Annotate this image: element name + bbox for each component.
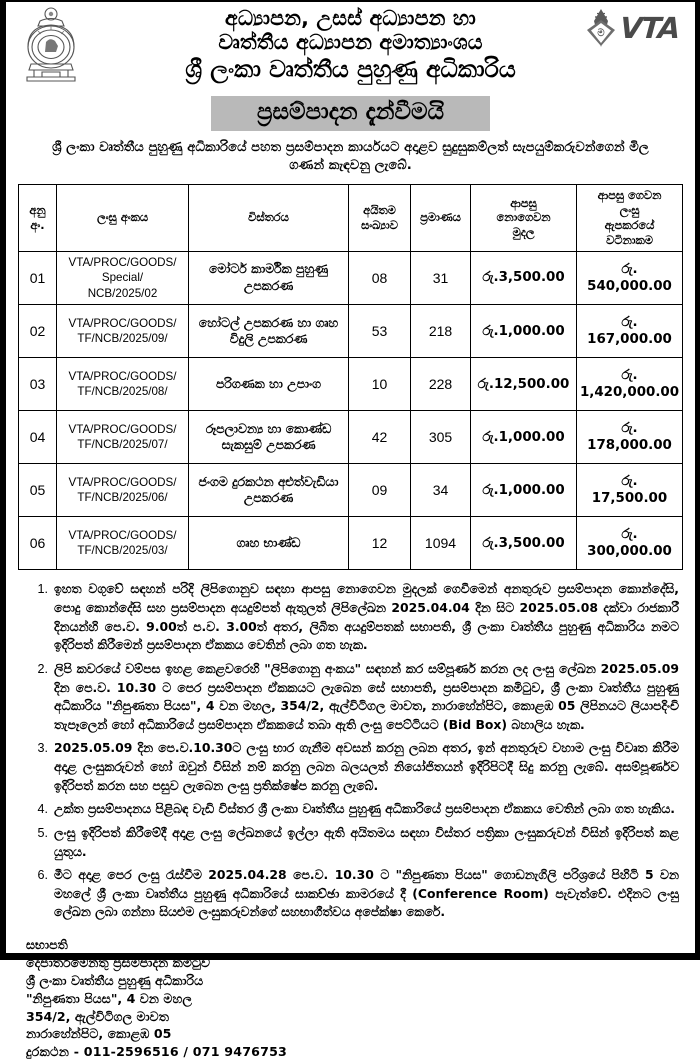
cell-fee: රු.1,000.00 (471, 411, 577, 464)
svg-text:ම: ම (596, 28, 605, 39)
table-row (19, 517, 683, 570)
value-amount: 540,000.00 (587, 278, 672, 294)
banner-row (14, 96, 687, 131)
table-row (19, 464, 683, 517)
cell-ref: VTA/PROC/GOODS/ TF/NCB/2025/08/ (57, 358, 189, 411)
clause-text: ඉහත වගුවේ සඳහන් පරිදි ලිපිගොනුව සඳහා ආපසු නොගෙවන මුදලක් ගෙවීමෙන් අනතුරුව ප්‍රසම්පාදන කොන්දේසි, පොදු කොන්දේසි සහ ප්‍රසම්පාදන අයදුම්පත් ඇතුලත් ලිපිලේඛන 2025.04.04 දින සිට 2025.05.08 දක්වා රාජකාරී දිනයන්හි පෙ.ව. 9.00ත් ප.ව. 3.00ත් අතර, ලිබිත අයදුම්පතක් සභාපති, ශ්‍රී ලංකා වෘත්තීය පුහුණු අධිකාරිය නමට ඉදිරිපත් කිරීමෙන් ප්‍රසම්පාදන ඒකකය වෙතින් ලබා ගත හැක. (54, 581, 679, 653)
cell-ref: VTA/PROC/GOODS/ TF/NCB/2025/07/ (57, 411, 189, 464)
clause-item (26, 824, 679, 861)
cell-no: 01 (19, 251, 57, 305)
cell-fee: රු.12,500.00 (471, 358, 577, 411)
clause-number: 6. (37, 868, 48, 883)
cell-qty: 228 (411, 358, 471, 411)
col-header-desc: විස්තරය (189, 185, 349, 251)
cell-desc: රූපලාවන්‍ය හා කොණ්ඩ සැකසුම් උපකරණ (189, 411, 349, 464)
cell-qty: 1094 (411, 517, 471, 570)
col-header-qty: ප්‍රමාණය (411, 185, 471, 251)
cell-desc: මෝටර් කාර්මික පුහුණු උපකරණ (189, 251, 349, 305)
cell-value (577, 517, 683, 570)
clause-number: 4. (37, 802, 48, 817)
clause-item (26, 580, 679, 654)
clause-number: 1. (37, 582, 48, 597)
value-amount: 167,000.00 (587, 332, 672, 348)
cell-qty: 34 (411, 464, 471, 517)
cell-qty: 31 (411, 251, 471, 305)
value-currency: රු. (621, 315, 638, 331)
table-row (19, 411, 683, 464)
col-header-no: අනු අං. (19, 185, 57, 251)
signatory-street: 354/2, ඇල්විටිගල මාවත (26, 1008, 169, 1024)
table-row (19, 305, 683, 358)
cell-qty: 305 (411, 411, 471, 464)
signature-block (26, 936, 687, 1061)
clause-number: 3. (37, 741, 48, 756)
clause-text: උක්ත ප්‍රසම්පාදනය පිළිබඳ වැඩි විස්තර ශ්‍රී ලංකා වෘත්තීය පුහුණු අධිකාරියේ ප්‍රසම්පාදන ඒකකය වෙතින් ලබා ගත හැකිය. (54, 801, 675, 817)
cell-ref: VTA/PROC/GOODS/ TF/NCB/2025/09/ (57, 305, 189, 358)
intro-paragraph: ශ්‍රී ලංකා වෘත්තීය පුහුණු අධිකාරියේ පහත ප්‍රසම්පාදන කාර්යයට අදාළව සුදුසුකම්ලත් සැපයුම්කරුවන්ගෙන් මිල ගණන් කැඳවනු ලැබේ. (52, 139, 649, 174)
cell-desc: පරිගණක හා උපාංග (189, 358, 349, 411)
table-row (19, 358, 683, 411)
procurement-notice-banner: ප්‍රසම්පාදන දැන්වීමයි (211, 96, 490, 131)
cell-no: 04 (19, 411, 57, 464)
cell-ref: VTA/PROC/GOODS/ TF/NCB/2025/06/ (57, 464, 189, 517)
cell-desc: හෝටල් උපකරණ හා ගෘහ විදුලි උපකරණ (189, 305, 349, 358)
vta-diamond-icon (584, 8, 618, 48)
value-currency: රු. (621, 421, 638, 437)
signatory-title: සභාපති (26, 937, 68, 953)
cell-value (577, 358, 683, 411)
cell-no: 02 (19, 305, 57, 358)
cell-no: 05 (19, 464, 57, 517)
value-currency: රු. (621, 474, 638, 490)
col-header-value: ආපසු ගෙවන ලංසු ඇපකරයේ වටිනාකම (577, 185, 683, 251)
tender-table (18, 184, 683, 570)
tender-table-head (19, 185, 683, 251)
clause-text: ලිපි කවරයේ වම්පස ඉහළ කෙළවරෙහි "ලිපිගොනු අංකය" සඳහන් කර සම්පූර්ණ කරන ලද ලංසු ලේඛන 2025.05.09 දින පෙ.ව. 10.30 ට පෙර ප්‍රසම්පාදන ඒකකයට ලැබෙන සේ සභාපති, ප්‍රසම්පාදන කමිටුව, ශ්‍රී ලංකා වෘත්තීය පුහුණු අධිකාරිය "නිපුණතා පියස", 4 වන මහල, 354/2, ඇල්විටිගල මාවත, නාරාහේන්පිට, කොළඹ 05 ලිපිනයට ලියාපදිංචි තැපෑලෙන් හෝ අධිකාරියේ ප්‍රසම්පාදන ඒකකයේ තබා ඇති ලංසු පෙට්ටියට (Bid Box) බහාලිය හැක. (54, 660, 679, 732)
value-currency: රු. (621, 527, 638, 543)
page-inner (6, 2, 695, 1060)
cell-no: 03 (19, 358, 57, 411)
signatory-telephone: දුරකථන - 011-2596516 / 071 9476753 (26, 1044, 288, 1060)
cell-desc: ගෘහ භාණ්ඩ (189, 517, 349, 570)
value-currency: රු. (621, 261, 638, 277)
col-header-ref: ලංසු අංකය (57, 185, 189, 251)
cell-qty: 218 (411, 305, 471, 358)
signatory-committee: දෙපාර්තමේන්තු ප්‍රසම්පාදන කමිටුව (26, 954, 211, 970)
cell-fee: රු.1,000.00 (471, 305, 577, 358)
col-header-fee: ආපසු නොගෙවන මුදල (471, 185, 577, 251)
cell-fee: රු.3,500.00 (471, 517, 577, 570)
vta-logo-text: VTA (618, 10, 681, 45)
cell-items: 08 (349, 251, 411, 305)
authority-title: ශ්‍රී ලංකා වෘත්තීය පුහුණු අධිකාරිය (185, 55, 516, 84)
value-amount: 300,000.00 (587, 544, 672, 560)
value-amount: 17,500.00 (591, 491, 668, 507)
clause-text: මීට අදාළ පෙර ලංසු රැස්වීම 2025.04.28 පෙ.ව. 10.30 ට "නිපුණතා පියස" ගොඩනැගිලි පරිශ්‍රයේ පිහිටි 5 වන මහලේ ශ්‍රී ලංකා වෘත්තීය පුහුණු අධිකාරියේ සාකච්ඡා කාමරයේ දී (Conference Room) පැවැත්වේ. එදිනට ලංසු ලේඛන ලබා ගන්නා සියළුම ලංසුකරුවන්ගේ සහභාගීත්වය අපේක්ෂා කෙරේ. (54, 867, 679, 920)
clause-number: 5. (37, 826, 48, 841)
table-header-row (19, 185, 683, 251)
cell-fee: රු.3,500.00 (471, 251, 577, 305)
vta-logo (584, 8, 679, 48)
cell-items: 12 (349, 517, 411, 570)
tender-table-body (19, 251, 683, 570)
clause-item (26, 660, 679, 734)
signatory-city: නාරාහේන්පිට, කොළඹ 05 (26, 1026, 172, 1042)
cell-fee: රු.1,000.00 (471, 464, 577, 517)
cell-items: 42 (349, 411, 411, 464)
cell-value (577, 305, 683, 358)
cell-no: 06 (19, 517, 57, 570)
cell-ref: VTA/PROC/GOODS/ TF/NCB/2025/03/ (57, 517, 189, 570)
cell-ref: VTA/PROC/GOODS/ Special/ NCB/2025/02 (57, 251, 189, 305)
ministry-title-line2: වෘත්තීය අධ්‍යාපන අමාත්‍යාංශය (218, 30, 483, 55)
value-currency: රු. (621, 368, 638, 384)
cell-value (577, 251, 683, 305)
cell-items: 09 (349, 464, 411, 517)
cell-value (577, 411, 683, 464)
cell-items: 53 (349, 305, 411, 358)
clause-item (26, 739, 679, 795)
document-header (14, 2, 687, 94)
col-header-items: අයිතම සංඛ්‍යාව (349, 185, 411, 251)
value-amount: 178,000.00 (587, 438, 672, 454)
clause-text: ලංසු ඉදිරිපත් කිරීමේදී අදාළ ලංසු ලේඛනයේ ඉල්ලා ඇති අයිතමය සඳහා විස්තර පත්‍රිකා ලංසුකරුවන් විසින් ඉදිරිපත් කළ යුතුය. (54, 825, 679, 859)
table-row (19, 251, 683, 305)
sri-lanka-national-emblem-icon (20, 4, 82, 82)
clause-item (26, 800, 679, 819)
clause-number: 2. (37, 661, 48, 676)
cell-value (577, 464, 683, 517)
signatory-building: "නිපුණතා පියස", 4 වන මහල (26, 990, 192, 1006)
signatory-authority: ශ්‍රී ලංකා වෘත්තීය පුහුණු අධිකාරිය (26, 972, 204, 988)
clause-text: 2025.05.09 දින පෙ.ව.10.30ට ලංසු භාර ගැනීම අවසන් කරනු ලබන අතර, ඉන් අනතුරුව වහාම ලංසු විවෘත කිරීම අදාළ ලංසුකරුවන් හෝ ඔවුන් විසින් නම් කරනු ලබන බලයලත් නියෝජිතයන් ඉදිරිපිටදී සිදු කරනු ලැබේ. අසම්පූර්ණව ඉදිරිපත් කරන සහ පසුව ලැබෙන ලංසු ප්‍රතික්ෂේප කරනු ලැබේ. (54, 740, 679, 793)
cell-items: 10 (349, 358, 411, 411)
ministry-title-line1: අධ්‍යාපන, උසස් අධ්‍යාපන හා (225, 6, 476, 30)
clause-list (26, 580, 679, 922)
cell-desc: ජංගම දුරකථන අළුත්වැඩියා උපකරණ (189, 464, 349, 517)
value-amount: 1,420,000.00 (579, 385, 680, 401)
clause-item (26, 866, 679, 922)
